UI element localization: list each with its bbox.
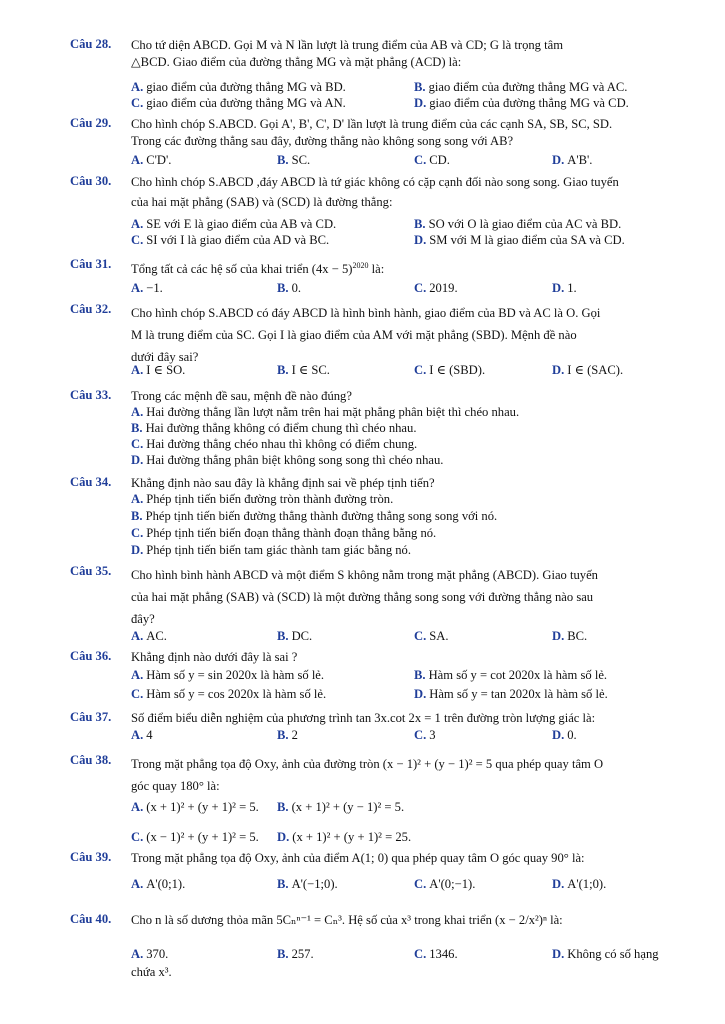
question-line: Cho hình bình hành ABCD và một điểm S không nằm trong mặt phẳng (ABCD). Giao tuyến: [131, 568, 598, 582]
option-a[interactable]: A. I ∈ SO.: [131, 363, 186, 377]
question-text: [131, 388, 692, 405]
question-number: Câu 38.: [70, 753, 112, 767]
option-c[interactable]: C. Phép tịnh tiến biến đoạn thẳng thành đoạn thẳng bằng nó.: [131, 526, 437, 540]
option-d[interactable]: D. I ∈ (SAC).: [552, 363, 624, 377]
option-c[interactable]: C. I ∈ (SBD).: [414, 363, 486, 377]
option-a[interactable]: A. (x + 1)² + (y + 1)² = 5.: [131, 800, 259, 814]
option-b[interactable]: B. SO với O là giao điểm của AC và BD.: [414, 217, 622, 231]
option-d[interactable]: D. 0.: [552, 728, 577, 742]
option-c[interactable]: C. (x − 1)² + (y + 1)² = 5.: [131, 830, 259, 844]
option-c[interactable]: C. 3: [414, 728, 436, 742]
question-line: Trong các mệnh đề sau, mệnh đề nào đúng?: [131, 389, 352, 403]
option-a[interactable]: A. A'(0;1).: [131, 877, 186, 891]
option-c[interactable]: C. SA.: [414, 629, 449, 643]
question-line: Trong mặt phẳng tọa độ Oxy, ảnh của đường tròn (x − 1)² + (y − 1)² = 5 qua phép quay tâm O: [131, 757, 604, 771]
option-d[interactable]: D. Hai đường thẳng phân biệt không song song thì chéo nhau.: [131, 453, 444, 467]
option-b[interactable]: B. giao điểm của đường thẳng MG và AC.: [414, 80, 628, 94]
option-b[interactable]: B. (x + 1)² + (y − 1)² = 5.: [277, 800, 405, 814]
option-b[interactable]: B. Phép tịnh tiến biến đường thẳng thành đường thẳng song song với nó.: [131, 509, 498, 523]
option-c[interactable]: C. Hai đường thẳng chéo nhau thì không có điểm chung.: [131, 437, 418, 451]
question-text: [131, 912, 692, 929]
question-line: của hai mặt phẳng (SAB) và (SCD) là một đường thẳng song song với đường thẳng nào sau: [131, 590, 594, 604]
option-d[interactable]: D. Không có số hạng: [552, 947, 659, 961]
question-number: Câu 30.: [70, 174, 112, 188]
option-b[interactable]: B. Hai đường thẳng không có điểm chung thì chéo nhau.: [131, 421, 417, 435]
question-text: [131, 850, 692, 867]
option-d[interactable]: D. Hàm số y = tan 2020x là hàm số lẻ.: [414, 687, 608, 701]
question-text: [131, 649, 692, 666]
question-number: Câu 28.: [70, 37, 112, 51]
option-a[interactable]: A. giao điểm của đường thẳng MG và BD.: [131, 80, 346, 94]
question-number: Câu 36.: [70, 649, 112, 663]
option-d[interactable]: D. 1.: [552, 281, 577, 295]
question-number: Câu 32.: [70, 302, 112, 316]
question-line: Cho n là số dương thỏa mãn 5Cₙⁿ⁻¹ = Cₙ³. Hệ số của x³ trong khai triển (x − 2/x²)ⁿ là:: [131, 913, 563, 927]
option-a[interactable]: A. SE với E là giao điểm của AB và CD.: [131, 217, 337, 231]
question-line: Số điểm biểu diễn nghiệm của phương trình tan 3x.cot 2x = 1 trên đường tròn lượng giác là:: [131, 711, 596, 725]
option-d[interactable]: D. A'B'.: [552, 153, 593, 167]
option-d[interactable]: D. (x + 1)² + (y + 1)² = 25.: [277, 830, 412, 844]
question-number: Câu 33.: [70, 388, 112, 402]
question-line: Cho hình chóp S.ABCD. Gọi A', B', C', D' lần lượt là trung điểm của các cạnh SA, SB, SC, SD.: [131, 117, 613, 131]
option-b[interactable]: B. 0.: [277, 281, 302, 295]
option-c[interactable]: C. giao điểm của đường thẳng MG và AN.: [131, 96, 346, 110]
option-c[interactable]: C. SI với I là giao điểm của AD và BC.: [131, 233, 330, 247]
option-a[interactable]: A. Hàm số y = sin 2020x là hàm số lẻ.: [131, 668, 325, 682]
option-c[interactable]: C. A'(0;−1).: [414, 877, 476, 891]
question-number: Câu 34.: [70, 475, 112, 489]
question-line: là:: [371, 262, 385, 277]
question-number: Câu 39.: [70, 850, 112, 864]
question-line: △BCD. Giao điểm của đường thẳng MG và mặt phẳng (ACD) là:: [131, 55, 462, 69]
question-text: [131, 37, 692, 71]
option-a[interactable]: A. Hai đường thẳng lần lượt nằm trên hai mặt phẳng phân biệt thì chéo nhau.: [131, 405, 520, 419]
option-a[interactable]: A. AC.: [131, 629, 167, 643]
option-c[interactable]: C. Hàm số y = cos 2020x là hàm số lẻ.: [131, 687, 327, 701]
option-d[interactable]: D. A'(1;0).: [552, 877, 607, 891]
question-number: Câu 35.: [70, 564, 112, 578]
question-text: [131, 753, 692, 797]
option-a[interactable]: A. Phép tịnh tiến biến đường tròn thành đường tròn.: [131, 492, 394, 506]
question-line: Khẳng định nào dưới đây là sai ?: [131, 650, 298, 664]
question-line: đây?: [131, 612, 155, 626]
option-b[interactable]: B. 257.: [277, 947, 314, 961]
question-line: Cho hình chóp S.ABCD ,đáy ABCD là tứ giác không có cặp cạnh đối nào song song. Giao tuyến: [131, 175, 619, 189]
option-c[interactable]: C. 1346.: [414, 947, 458, 961]
option-c[interactable]: C. 2019.: [414, 281, 458, 295]
question-text: [131, 257, 692, 278]
question-text: [131, 116, 692, 150]
option-b[interactable]: B. SC.: [277, 153, 311, 167]
option-c[interactable]: C. CD.: [414, 153, 450, 167]
option-d[interactable]: D. SM với M là giao điểm của SA và CD.: [414, 233, 625, 247]
option-b[interactable]: B. 2: [277, 728, 298, 742]
question-line: M là trung điểm của SC. Gọi I là giao điểm của AM với mặt phẳng (SBD). Mệnh đề nào: [131, 328, 577, 342]
option-d-continuation: chứa x³.: [131, 965, 172, 979]
option-b[interactable]: B. A'(−1;0).: [277, 877, 338, 891]
option-d[interactable]: D. Phép tịnh tiến biến tam giác thành tam giác bằng nó.: [131, 543, 412, 557]
option-d[interactable]: D. BC.: [552, 629, 588, 643]
question-line: Khẳng định nào sau đây là khẳng định sai về phép tịnh tiến?: [131, 476, 435, 490]
question-number: Câu 40.: [70, 912, 112, 926]
question-line: Trong mặt phẳng tọa độ Oxy, ảnh của điểm A(1; 0) qua phép quay tâm O góc quay 90° là:: [131, 851, 585, 865]
question-line: Tổng tất cả các hệ số của khai triển (4x − 5): [131, 262, 353, 277]
question-line: Trong các đường thẳng sau đây, đường thẳng nào không song song với AB?: [131, 134, 514, 148]
option-a[interactable]: A. C'D'.: [131, 153, 172, 167]
option-a[interactable]: A. 370.: [131, 947, 169, 961]
question-text: [131, 475, 692, 492]
option-d[interactable]: D. giao điểm của đường thẳng MG và CD.: [414, 96, 629, 110]
question-number: Câu 31.: [70, 257, 112, 271]
option-b[interactable]: B. DC.: [277, 629, 313, 643]
question-line: góc quay 180° là:: [131, 779, 220, 793]
question-line: Cho tứ diện ABCD. Gọi M và N lần lượt là trung điểm của AB và CD; G là trọng tâm: [131, 38, 564, 52]
option-a[interactable]: A. 4: [131, 728, 153, 742]
question-line: dưới đây sai?: [131, 350, 199, 364]
option-b[interactable]: B. I ∈ SC.: [277, 363, 330, 377]
question-line: của hai mặt phẳng (SAB) và (SCD) là đường thẳng:: [131, 195, 393, 209]
question-line: Cho hình chóp S.ABCD có đáy ABCD là hình bình hành, giao điểm của BD và AC là O. Gọi: [131, 306, 601, 320]
question-number: Câu 29.: [70, 116, 112, 130]
question-text: [131, 302, 692, 368]
question-text: [131, 174, 692, 213]
question-text: [131, 710, 692, 727]
question-text: [131, 564, 692, 630]
option-b[interactable]: B. Hàm số y = cot 2020x là hàm số lẻ.: [414, 668, 608, 682]
question-number: Câu 37.: [70, 710, 112, 724]
exponent: 2020: [352, 261, 369, 270]
option-a[interactable]: A. −1.: [131, 281, 163, 295]
